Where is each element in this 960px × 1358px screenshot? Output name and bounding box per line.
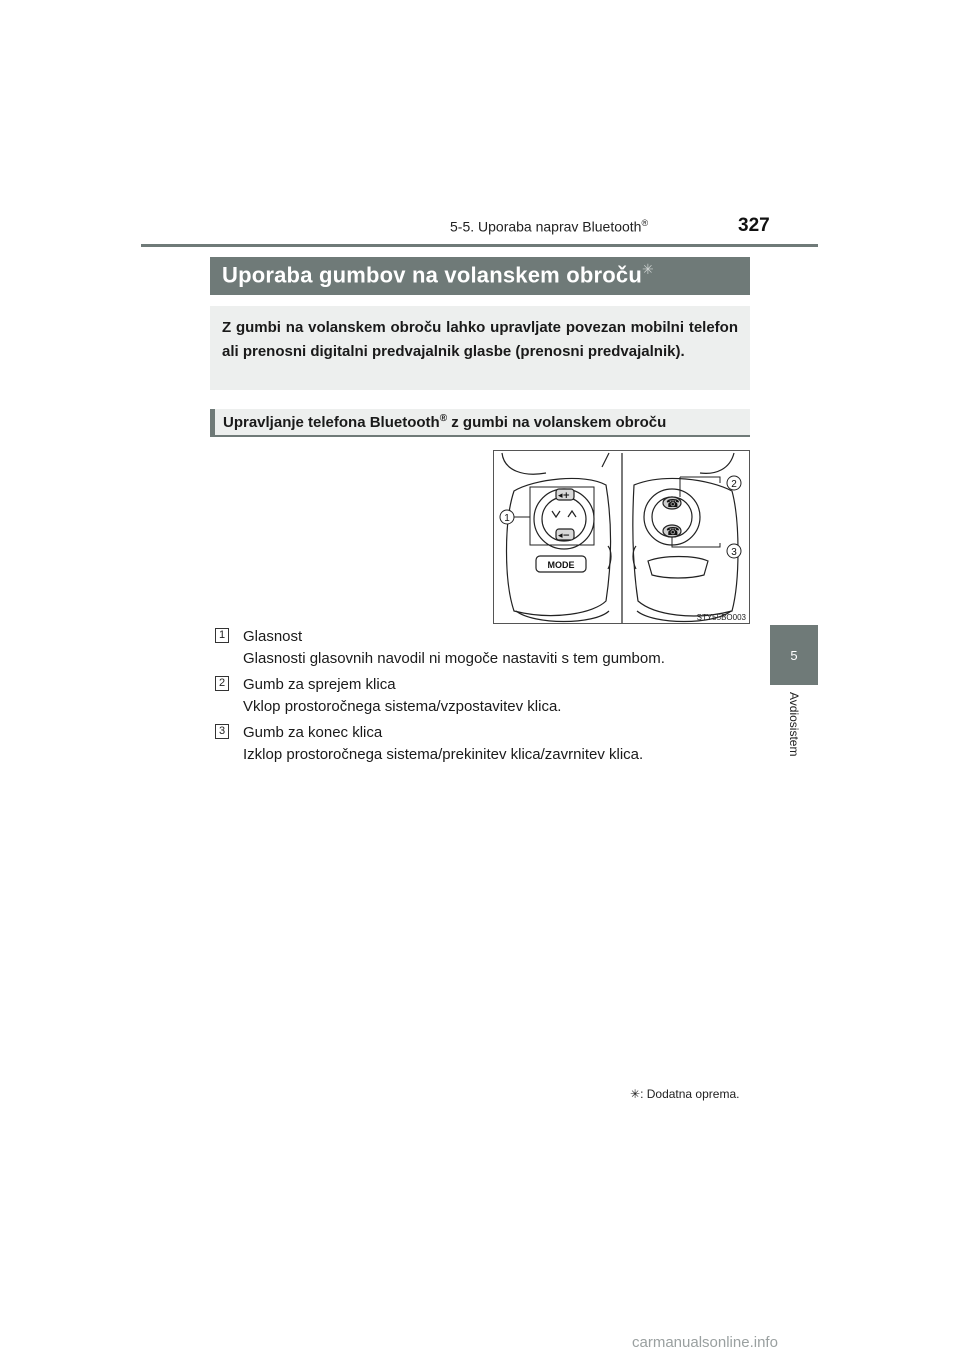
subheading-text-end: z gumbi na volanskem obroču bbox=[447, 414, 667, 431]
callout-2: 2 bbox=[731, 479, 737, 490]
watermark: carmanualsonline.info bbox=[632, 1334, 778, 1351]
subheading-accent bbox=[210, 409, 215, 437]
list-item bbox=[215, 674, 755, 722]
item-name: Gumb za konec klica bbox=[243, 724, 383, 741]
item-description: Glasnosti glasovnih navodil ni mogoče nastaviti s tem gumbom. bbox=[243, 650, 665, 667]
item-description: Vklop prostoročnega sistema/vzpostavitev klica. bbox=[243, 698, 562, 715]
call-end-icon: ☎ bbox=[666, 525, 680, 538]
running-header bbox=[450, 218, 648, 235]
subheading bbox=[223, 413, 666, 431]
item-number-box: 3 bbox=[215, 724, 229, 739]
item-name: Gumb za sprejem klica bbox=[243, 676, 396, 693]
footnote bbox=[630, 1087, 739, 1101]
mode-button-label: MODE bbox=[547, 560, 575, 570]
header-section-title: 5-5. Uporaba naprav Bluetooth bbox=[450, 218, 642, 235]
optional-equipment-mark: ✳ bbox=[642, 261, 654, 277]
subheading-reg-mark: ® bbox=[439, 413, 448, 424]
item-name: Glasnost bbox=[243, 628, 303, 645]
item-number-box: 1 bbox=[215, 628, 229, 643]
section-title-text: Uporaba gumbov na volanskem obroču bbox=[222, 262, 642, 288]
list-item bbox=[215, 722, 755, 770]
chapter-label bbox=[770, 692, 818, 782]
callout-3: 3 bbox=[731, 547, 737, 558]
volume-down-icon: ◂− bbox=[558, 531, 571, 541]
item-description: Izklop prostoročnega sistema/prekinitev klica/zavrnitev klica. bbox=[243, 746, 644, 763]
callout-1: 1 bbox=[504, 513, 510, 524]
list-item bbox=[215, 626, 755, 674]
volume-up-icon: ◂+ bbox=[558, 491, 571, 501]
intro-text: Z gumbi na volanskem obroču lahko upravljate povezan mobilni telefon ali prenosni digitalni predvajalnik glasbe (prenosni predvajalnik). bbox=[222, 319, 738, 360]
call-accept-icon: ☎ bbox=[666, 497, 680, 510]
chapter-tab bbox=[770, 625, 818, 685]
intro-box bbox=[210, 306, 750, 390]
subheading-text-start: Upravljanje telefona Bluetooth bbox=[223, 414, 440, 431]
figure-code: STY55BO003 bbox=[696, 613, 746, 622]
footnote-text: : Dodatna oprema. bbox=[640, 1087, 740, 1101]
footnote-mark: ✳ bbox=[630, 1087, 641, 1101]
header-divider bbox=[141, 244, 818, 247]
section-title-bar bbox=[210, 257, 750, 295]
button-descriptions bbox=[215, 626, 755, 770]
chapter-label-text: Avdiosistem bbox=[787, 692, 801, 757]
subheading-bar bbox=[210, 409, 750, 437]
steering-switch-illustration bbox=[494, 451, 750, 624]
item-number-box: 2 bbox=[215, 676, 229, 691]
chapter-tab-number: 5 bbox=[790, 647, 798, 663]
header-reg-mark: ® bbox=[641, 218, 649, 228]
steering-switch-figure bbox=[493, 450, 750, 624]
section-title bbox=[222, 261, 654, 288]
page-number: 327 bbox=[738, 215, 770, 236]
